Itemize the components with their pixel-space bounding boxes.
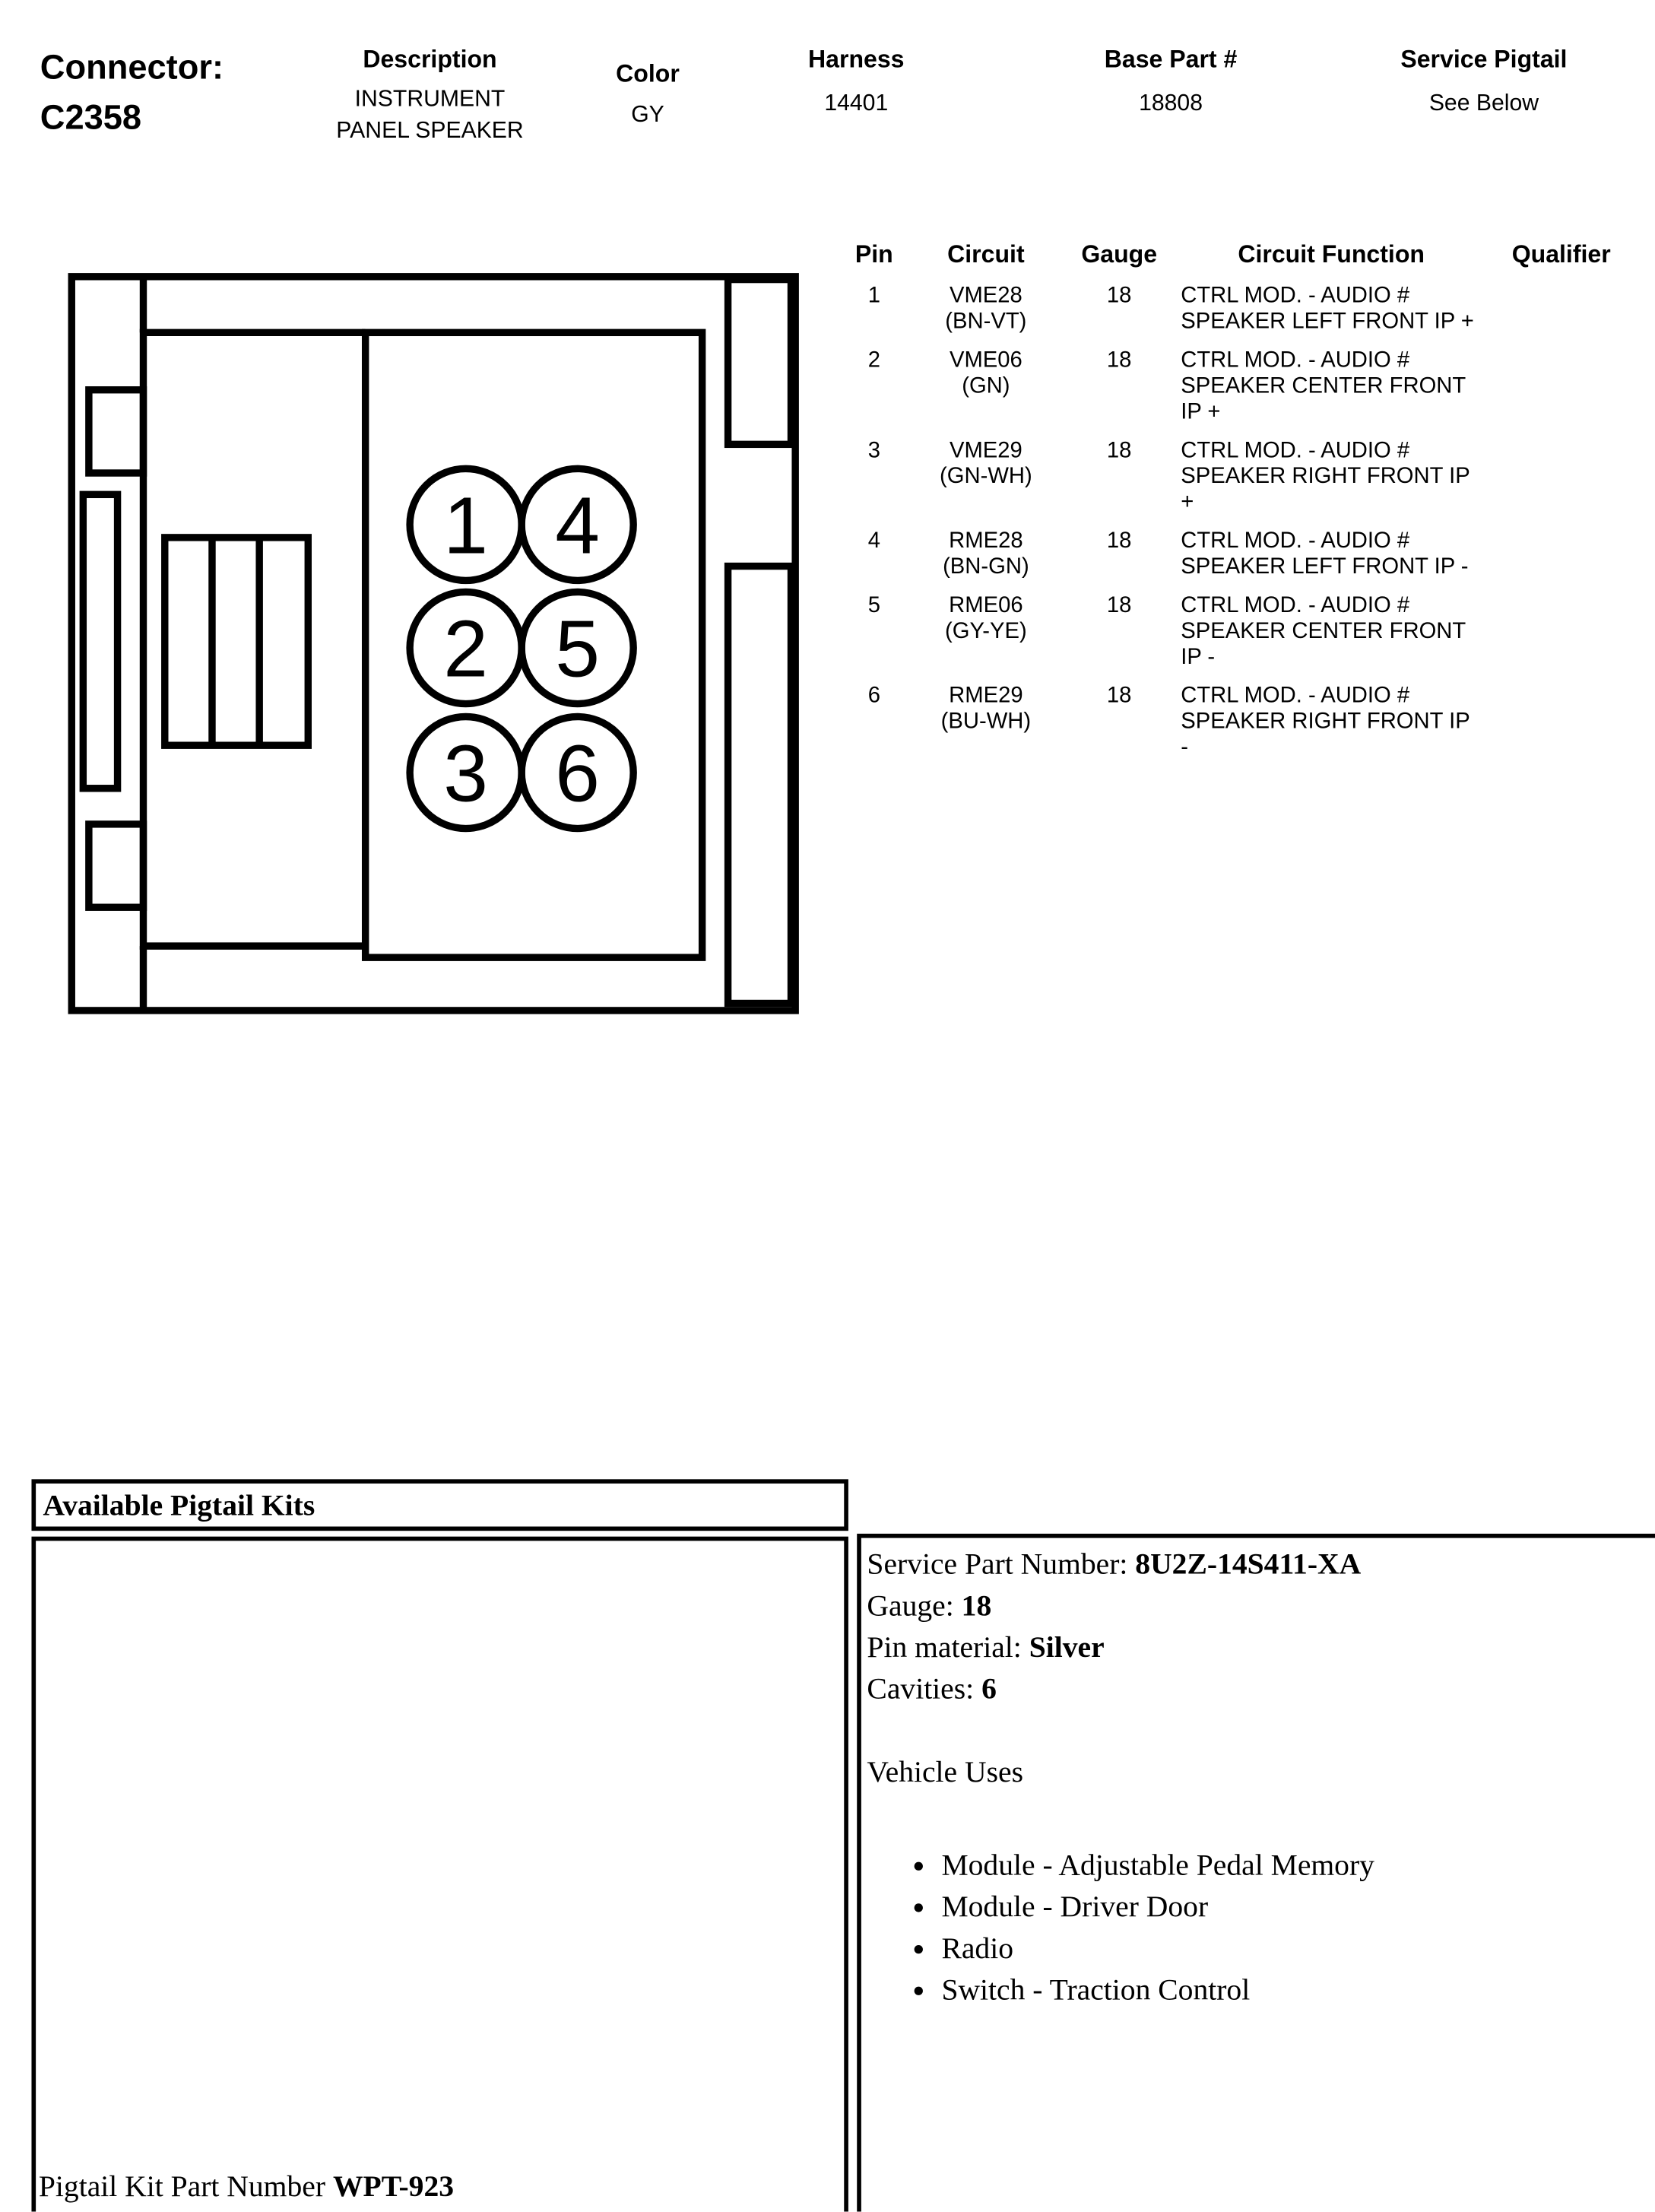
vehicle-uses-list	[867, 1845, 1655, 2011]
circuit-function-cell: CTRL MOD. - AUDIO # SPEAKER RIGHT FRONT IP -	[1181, 684, 1470, 760]
connector-inner-wall	[144, 332, 366, 946]
circuit-function-cell: CTRL MOD. - AUDIO # SPEAKER LEFT FRONT IP -	[1181, 528, 1469, 579]
base-part-value: 18808	[1139, 91, 1203, 116]
pin-table-row	[845, 593, 1629, 671]
circuit-function-cell: CTRL MOD. - AUDIO # SPEAKER CENTER FRONT IP +	[1181, 348, 1466, 424]
vehicle-use-item: • Module - Driver Door	[941, 1887, 1655, 1928]
gauge-cell: 18	[1106, 348, 1132, 373]
cavities-label: Cavities:	[867, 1671, 975, 1706]
gauge-cell: 18	[1106, 684, 1132, 709]
connector-outer-shell	[71, 277, 795, 1011]
pin-table-header	[845, 241, 1629, 270]
connector-top-right-slot	[728, 280, 791, 445]
pin-number: 3	[867, 438, 880, 463]
qualifier-cell	[1493, 529, 1629, 581]
pin-header: Pin	[854, 240, 893, 268]
circuit-function-cell: CTRL MOD. - AUDIO # SPEAKER CENTER FRONT IP -	[1181, 593, 1466, 670]
circuit-function-header: Circuit Function	[1238, 240, 1425, 268]
circuit-cell	[915, 348, 1058, 426]
qualifier-cell	[1493, 439, 1629, 516]
circuit-cell	[915, 684, 1058, 761]
qualifier-cell	[1493, 593, 1629, 671]
harness-value: 14401	[824, 91, 889, 116]
gauge-cell: 18	[1106, 528, 1132, 554]
gauge-line	[867, 1585, 1655, 1627]
pigtail-kits-left-box	[31, 1537, 848, 2212]
qualifier-header: Qualifier	[1511, 240, 1611, 268]
circuit-cell	[915, 529, 1058, 581]
service-pigtail-label: Service Pigtail	[1400, 46, 1568, 74]
pin-table	[845, 241, 1629, 774]
connector-left-key	[83, 494, 117, 788]
pigtail-kits-title: Available Pigtail Kits	[43, 1487, 315, 1522]
gauge-header: Gauge	[1081, 240, 1158, 268]
spacer	[867, 1710, 1655, 1752]
pin-table-row	[845, 284, 1629, 335]
connector-diagram	[65, 265, 810, 1025]
qualifier-cell	[1493, 348, 1629, 426]
pin-number: 4	[867, 528, 880, 554]
vehicle-use-item: • Module - Adjustable Pedal Memory	[941, 1845, 1655, 1887]
circuit-code: VME28	[949, 284, 1022, 309]
pigtail-kit-number-line	[39, 2169, 454, 2204]
circuit-code: RME28	[949, 528, 1023, 554]
service-pigtail-block	[1365, 46, 1602, 120]
qualifier-cell	[1493, 284, 1629, 335]
gauge-cell: 18	[1106, 438, 1132, 463]
vehicle-uses-title: Vehicle Uses	[867, 1754, 1024, 1789]
description-label: Description	[363, 46, 497, 74]
circuit-code: RME29	[949, 684, 1023, 709]
circuit-code: VME06	[949, 348, 1022, 373]
qualifier-cell	[1493, 684, 1629, 761]
vehicle-use-item: • Radio	[941, 1928, 1655, 1969]
harness-block	[774, 46, 939, 120]
pin-material-line	[867, 1626, 1655, 1668]
base-part-label: Base Part #	[1104, 46, 1238, 74]
connector-upper-latch	[89, 390, 144, 473]
pin-table-row	[845, 684, 1629, 761]
harness-label: Harness	[808, 46, 905, 74]
cavity-number-4: 4	[555, 481, 601, 571]
pigtail-kit-details-box	[857, 1534, 1655, 2212]
pin-number: 1	[867, 284, 880, 309]
connector-header-block	[40, 43, 298, 144]
circuit-cell	[915, 284, 1058, 335]
connector-right-rail	[728, 566, 791, 1004]
color-block	[598, 60, 698, 132]
vehicle-use-item: • Switch - Traction Control	[941, 1969, 1655, 2011]
pin-number: 2	[867, 348, 880, 373]
cavity-number-5: 5	[555, 604, 601, 694]
cavities-line	[867, 1668, 1655, 1710]
pin-table-row	[845, 529, 1629, 581]
pigtail-kit-number-value: WPT-923	[332, 2169, 455, 2204]
gauge-cell: 18	[1106, 593, 1132, 618]
color-label: Color	[616, 60, 680, 87]
color-value: GY	[631, 103, 664, 128]
gauge-cell: 18	[1106, 284, 1132, 309]
connector-id: C2358	[40, 99, 142, 138]
connector-cavity-box	[366, 332, 702, 957]
connector-slat-block	[165, 538, 309, 745]
circuit-code: VME29	[949, 438, 1022, 463]
base-part-block	[1078, 46, 1264, 120]
circuit-code: RME06	[949, 593, 1023, 618]
circuit-function-cell: CTRL MOD. - AUDIO # SPEAKER RIGHT FRONT IP +	[1181, 438, 1470, 515]
pin-table-row	[845, 439, 1629, 516]
service-part-label: Service Part Number:	[867, 1546, 1128, 1582]
circuit-color: (GY-YE)	[945, 619, 1027, 644]
pin-number: 6	[867, 684, 880, 709]
pin-material-label: Pin material:	[867, 1630, 1022, 1665]
service-pigtail-value: See Below	[1428, 91, 1539, 116]
cavity-number-2: 2	[443, 604, 488, 694]
circuit-color: (BN-GN)	[943, 554, 1029, 579]
pin-table-row	[845, 348, 1629, 426]
circuit-color: (BN-VT)	[945, 309, 1027, 335]
circuit-color: (GN)	[962, 373, 1010, 399]
circuit-color: (BU-WH)	[940, 709, 1032, 735]
connector-lower-latch	[89, 824, 144, 907]
pin-number: 5	[867, 593, 880, 618]
cavities-value: 6	[981, 1671, 997, 1706]
pin-material-value: Silver	[1029, 1630, 1105, 1665]
cavity-number-6: 6	[555, 728, 601, 819]
gauge-value: 18	[961, 1588, 992, 1623]
gauge-label: Gauge:	[867, 1588, 954, 1623]
circuit-cell	[915, 593, 1058, 671]
service-part-value: 8U2Z-14S411-XA	[1135, 1546, 1362, 1582]
service-part-line	[867, 1544, 1655, 1585]
cavity-number-3: 3	[443, 728, 488, 819]
connector-label: Connector:	[40, 49, 224, 87]
pigtail-kit-number-label: Pigtail Kit Part Number	[38, 2169, 326, 2204]
circuit-function-cell: CTRL MOD. - AUDIO # SPEAKER LEFT FRONT IP +	[1181, 284, 1474, 335]
circuit-color: (GN-WH)	[940, 464, 1032, 489]
description-value: INSTRUMENT PANEL SPEAKER	[336, 87, 524, 144]
circuit-cell	[915, 439, 1058, 516]
pigtail-kits-header-box	[31, 1479, 848, 1531]
cavity-number-1: 1	[443, 481, 488, 571]
description-block	[322, 46, 537, 148]
circuit-header: Circuit	[947, 240, 1025, 268]
